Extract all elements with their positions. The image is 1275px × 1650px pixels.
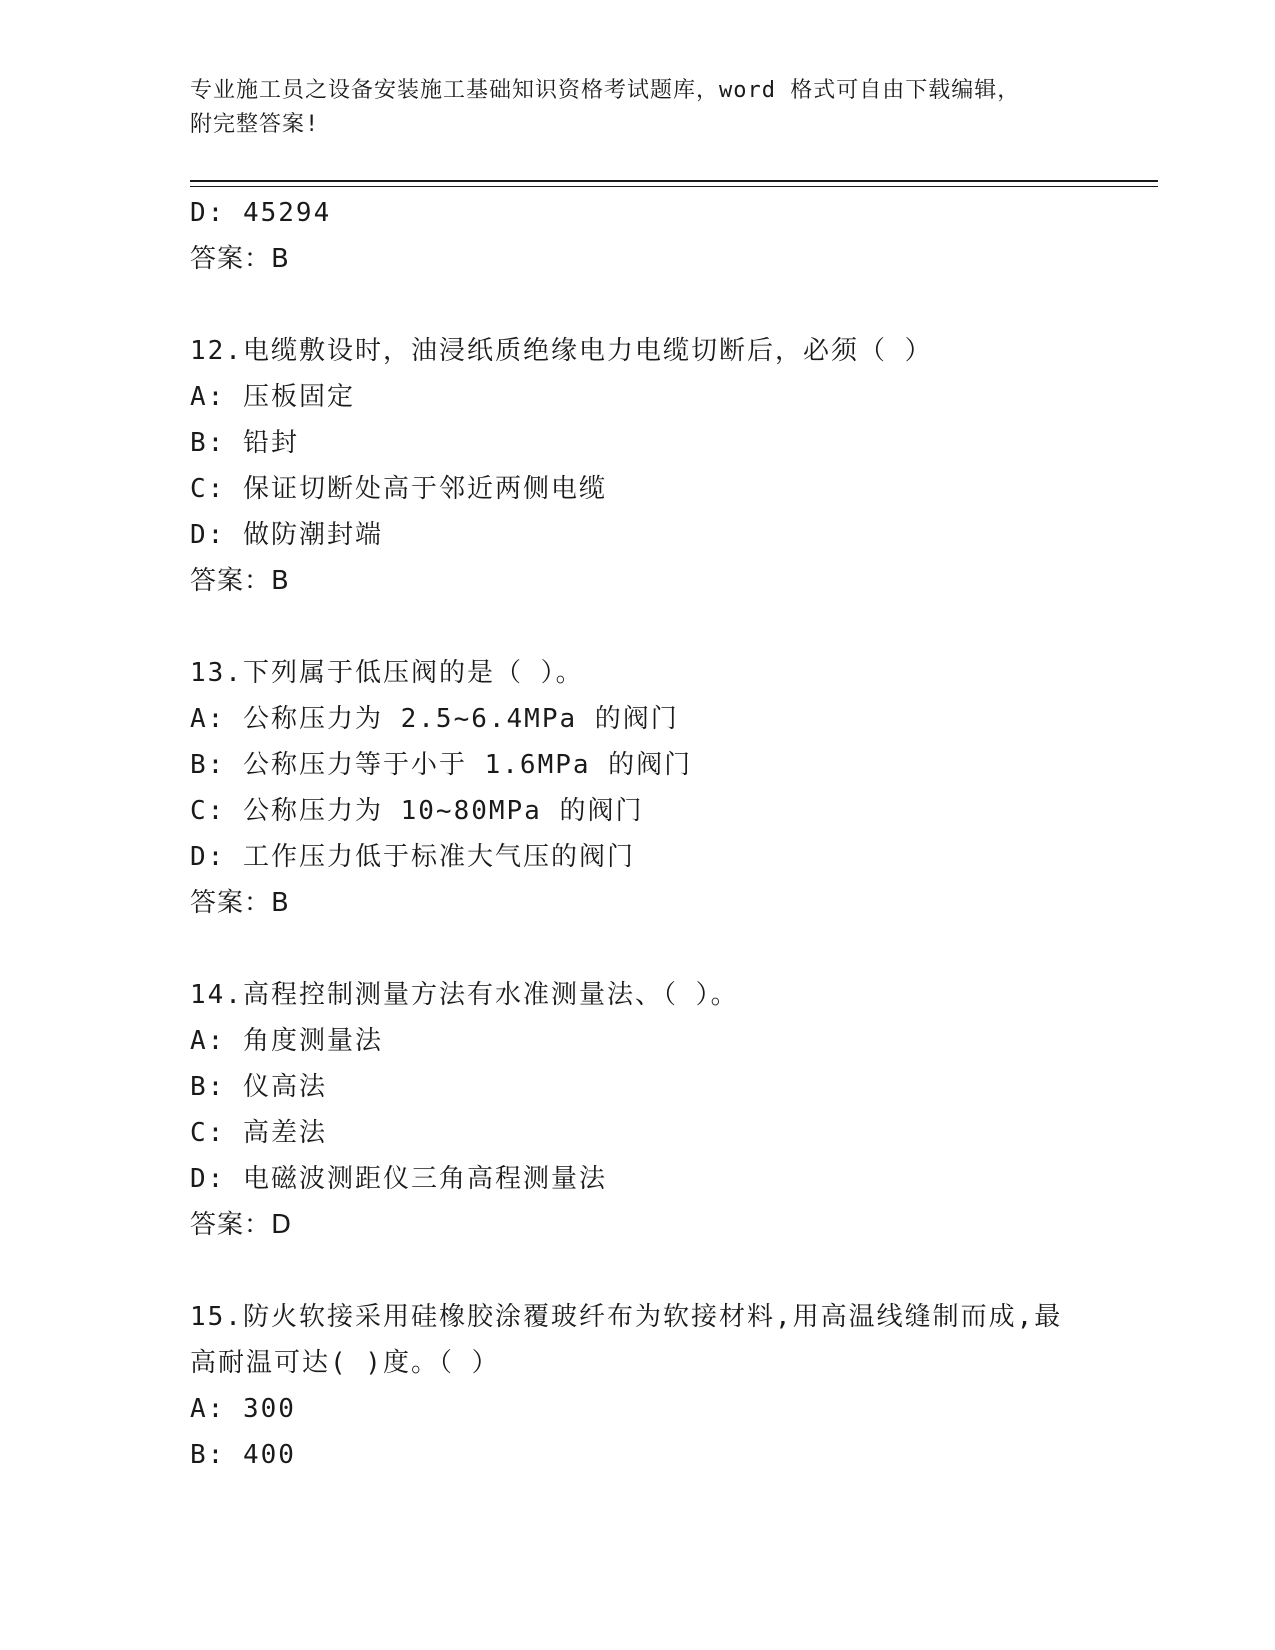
answer: 答案：D: [190, 1210, 293, 1240]
option-a: A: 300: [190, 1394, 296, 1424]
header-divider: [190, 180, 1158, 187]
document-header: [190, 74, 1090, 142]
option-b: B: 铅封: [190, 428, 299, 458]
option-d: D: 做防潮封端: [190, 520, 383, 550]
question-15: [190, 1294, 1150, 1478]
option-b: B: 400: [190, 1440, 296, 1470]
option-a: A: 压板固定: [190, 382, 355, 412]
option-a: A: 角度测量法: [190, 1026, 383, 1056]
answer: 答案：B: [190, 566, 290, 596]
header-line-2: 附完整答案!: [190, 112, 320, 137]
option-d: D: 电磁波测距仪三角高程测量法: [190, 1164, 607, 1194]
option-d: D: 工作压力低于标准大气压的阀门: [190, 842, 635, 872]
question-13: [190, 650, 1150, 926]
question-stem: 13.下列属于低压阀的是（ ）。: [190, 658, 584, 688]
spacer: [190, 604, 1150, 650]
question-stem-line-2: 高耐温可达( )度。（ ）: [190, 1348, 500, 1378]
option-c: C: 保证切断处高于邻近两侧电缆: [190, 474, 607, 504]
spacer: [190, 926, 1150, 972]
spacer: [190, 1248, 1150, 1294]
header-line-1: 专业施工员之设备安装施工基础知识资格考试题库，word 格式可自由下载编辑，: [190, 78, 1021, 103]
prev-answer: 答案：B: [190, 244, 290, 274]
question-14: [190, 972, 1150, 1248]
option-b: B: 仪高法: [190, 1072, 327, 1102]
prev-option-d: D: 45294: [190, 198, 332, 228]
question-stem-line-1: 15.防火软接采用硅橡胶涂覆玻纤布为软接材料,用高温线缝制而成,最: [190, 1302, 1063, 1332]
question-12: [190, 328, 1150, 604]
option-c: C: 公称压力为 10~80MPa 的阀门: [190, 796, 644, 826]
option-c: C: 高差法: [190, 1118, 327, 1148]
answer: 答案：B: [190, 888, 290, 918]
spacer: [190, 282, 1150, 328]
question-list: [190, 190, 1150, 1478]
question-stem: 14.高程控制测量方法有水准测量法、（ ）。: [190, 980, 739, 1010]
option-a: A: 公称压力为 2.5~6.4MPa 的阀门: [190, 704, 679, 734]
question-stem: 12.电缆敷设时，油浸纸质绝缘电力电缆切断后，必须（ ）: [190, 336, 933, 366]
option-b: B: 公称压力等于小于 1.6MPa 的阀门: [190, 750, 693, 780]
